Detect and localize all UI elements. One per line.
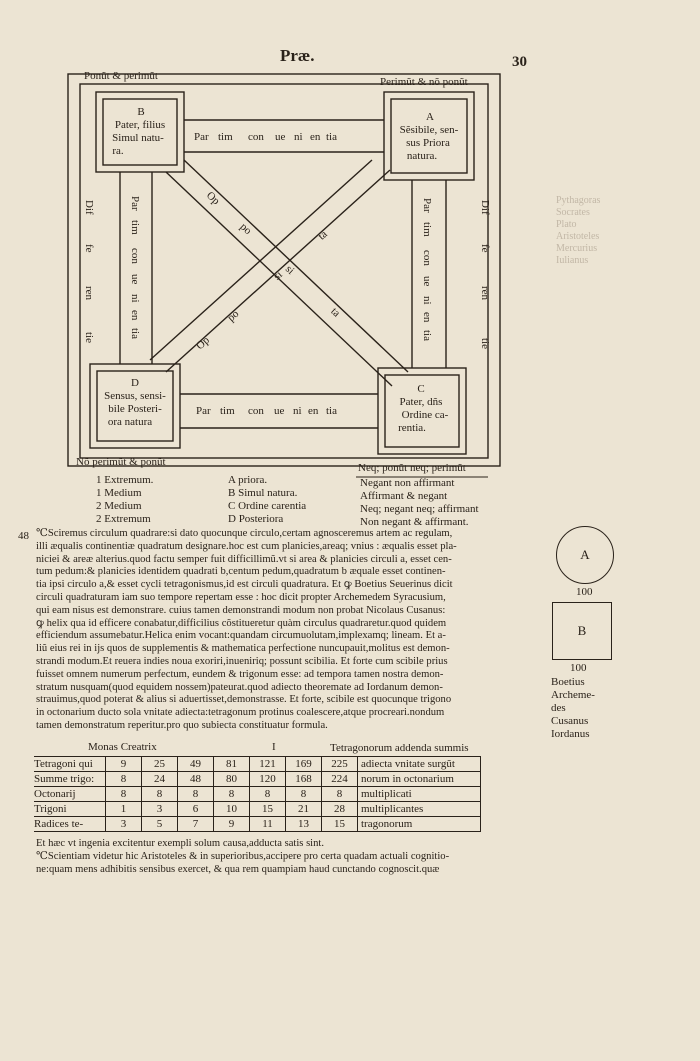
relation-diagonal-syllable: si xyxy=(282,263,297,277)
box-a-line: natura. xyxy=(406,150,438,162)
paragraph-line: in octonarium ducto sola vnitate adiecta:tetragonum protinus coalescere,atque procreari.nondum xyxy=(36,707,445,719)
paragraph-line: qui eam nisus est demonstrare. cuius tamen demonstrandi modum non probat Nicolaus Cusanus: xyxy=(36,604,446,616)
margin-name: des xyxy=(551,702,566,714)
diagram-key-col1 xyxy=(96,474,153,526)
relation-top-syllable: ue xyxy=(275,131,286,143)
row-label: Trigoni xyxy=(34,802,106,817)
diagram-key-col2 xyxy=(228,474,306,526)
box-d-line: ora natura xyxy=(107,416,153,428)
relation-left-outer-syllable: ren xyxy=(83,286,95,301)
table-row xyxy=(34,772,481,787)
relation-left-outer-syllable: tie xyxy=(83,332,95,343)
running-head: Præ. xyxy=(280,46,315,65)
label-bottom-right: Neq; ponũt neq; perimũt xyxy=(358,462,466,474)
paragraph-line: ꝙ helix qua id efficere conabatur,difficilius cõstitueretur quàm circulus quadraretur.quod quidem xyxy=(36,617,447,629)
key-line: C Ordine carentia xyxy=(228,500,307,512)
relation-right-outer-syllable: fe xyxy=(479,244,491,253)
box-d-letter: D xyxy=(131,377,139,389)
relation-bottom-syllable: tim xyxy=(220,405,235,417)
relation-left-syllable: Par xyxy=(129,196,141,211)
table-row xyxy=(34,787,481,802)
table-caption-right: Tetragonorum addenda summis xyxy=(330,742,469,754)
box-b-line: Simul natu- xyxy=(112,132,164,144)
table-cell: 8 xyxy=(250,787,286,802)
table-cell: 168 xyxy=(286,772,322,787)
table-cell: 10 xyxy=(214,802,250,817)
table-cell: 8 xyxy=(178,787,214,802)
margin-name: Cusanus xyxy=(551,715,589,727)
row-label: Radices te- xyxy=(34,817,106,832)
table-cell: 48 xyxy=(178,772,214,787)
key-line: 1 Extremum. xyxy=(96,474,154,486)
relation-top-syllable: tim xyxy=(218,131,233,143)
row-label: Octonarij xyxy=(34,787,106,802)
paragraph-line: tamen demonstratum reperitur.pro quo subiecta constituatur formula. xyxy=(36,719,328,731)
main-paragraph xyxy=(36,528,457,733)
square-b-value: 100 xyxy=(570,662,587,674)
table-cell: 80 xyxy=(214,772,250,787)
relation-top-syllable: Par xyxy=(194,131,209,143)
paragraph-line: efficiendum assumebatur.Helica enim vocant:quandam circumuolutam,implexamq; lineam. Et a- xyxy=(36,630,446,642)
paragraph-line: stratum nusquam(quod equidem nossem)pateurat.quod adiecto theoremate ad Iordanum demon- xyxy=(36,681,443,693)
relation-left-syllable: con xyxy=(129,248,141,264)
table-cell: 7 xyxy=(178,817,214,832)
label-top-left: Ponũt & perimũt xyxy=(84,70,158,82)
bleed-line: Iulianus xyxy=(556,255,589,266)
table-caption-left: Monas Creatrix xyxy=(88,741,157,753)
margin-name: Boetius xyxy=(551,676,585,688)
box-a-frame xyxy=(384,92,474,180)
row-label: Tetragoni qui xyxy=(34,757,106,772)
key-line: B Simul natura. xyxy=(228,487,298,499)
box-a-line: sus Priora xyxy=(406,137,450,149)
relation-left-syllable: en xyxy=(129,310,141,321)
paragraph-line: fuisset omnem numerum perfectum, eundem & trigonum esse: ad tempora tamen nostra demon- xyxy=(36,668,444,680)
box-b-letter: B xyxy=(137,106,145,118)
table-cell: 8 xyxy=(322,787,358,802)
relation-left-outer-syllable: Dif xyxy=(83,200,95,215)
paragraph-line: strauimus,quod poterat & alius si aduertisset,demonstrasse. Et forte, scibile est quocunque trigono xyxy=(36,694,452,706)
key-line: D Posteriora xyxy=(228,513,284,525)
relation-right-syllable: tim xyxy=(421,222,433,237)
table-row xyxy=(34,802,481,817)
table-cell: 225 xyxy=(322,757,358,772)
table-cell: 28 xyxy=(322,802,358,817)
row-label: Summe trigo: xyxy=(34,772,106,787)
paragraph-line: circuli quadraturam iam suo tempore repertam esse : hoc dicit propter Archemedem Syracusium, xyxy=(36,591,446,603)
key-line: Affirmant & negant xyxy=(360,490,448,502)
relation-bottom-syllable: en xyxy=(308,405,319,417)
relation-diagonal-syllable: Op xyxy=(193,334,213,353)
table-cell: 224 xyxy=(322,772,358,787)
table-cell: 8 xyxy=(286,787,322,802)
relation-top-syllable: tia xyxy=(326,131,337,143)
label-top-right: Perimũt & nõ ponũt xyxy=(380,76,468,88)
square-b-figure xyxy=(552,602,612,660)
circle-a-label: A xyxy=(580,547,590,562)
table-cell: 81 xyxy=(214,757,250,772)
row-note: multiplicantes xyxy=(358,802,481,817)
paragraph-line: liũ eius rei in ijs quos de supplementis & mathematica perfectione nuncupauit,molitus est demon- xyxy=(36,643,450,655)
bleed-line: Pythagoras xyxy=(556,195,601,206)
margin-name: Archeme- xyxy=(551,689,595,701)
bleed-line: Plato xyxy=(556,219,577,230)
relation-left-syllable: tia xyxy=(129,328,141,339)
relation-left-outer-syllable: fe xyxy=(83,244,95,253)
relation-diagonal-syllable: po xyxy=(237,220,254,238)
key-line: 2 Extremum xyxy=(96,513,151,525)
relation-left-syllable: ni xyxy=(129,294,141,303)
relation-bottom-syllable: tia xyxy=(326,405,337,417)
table-row xyxy=(34,757,481,772)
key-line: Non negant & affirmant. xyxy=(360,516,469,528)
key-line: A priora. xyxy=(228,474,268,486)
relation-top-syllable: ni xyxy=(294,131,303,143)
table-cell: 15 xyxy=(322,817,358,832)
relation-right-syllable: Par xyxy=(421,198,433,213)
margin-name: Iordanus xyxy=(551,728,590,740)
box-a-letter: A xyxy=(426,111,434,123)
box-b-line: ra. xyxy=(112,145,124,157)
box-d-line: bile Posteri- xyxy=(108,403,162,415)
square-b-label: B xyxy=(577,623,587,638)
table-cell: 8 xyxy=(106,772,142,787)
table-cell: 8 xyxy=(214,787,250,802)
circle-a-figure xyxy=(556,526,614,584)
table-cell: 15 xyxy=(250,802,286,817)
table-cell: 25 xyxy=(142,757,178,772)
relation-left-syllable: tim xyxy=(129,220,141,235)
row-note: tragonorum xyxy=(358,817,481,832)
key-line: Negant non affirmant xyxy=(360,477,455,489)
relation-top-syllable: con xyxy=(248,131,264,143)
relation-bottom-syllable: ue xyxy=(274,405,285,417)
relation-right-syllable: tia xyxy=(421,330,433,341)
table-cell: 6 xyxy=(178,802,214,817)
key-line: Neq; negant neq; affirmant xyxy=(360,503,479,515)
closing-line: Et hæc vt ingenia excitentur exempli solum causa,adducta satis sint. xyxy=(36,838,325,849)
table-cell: 8 xyxy=(106,787,142,802)
relation-bottom-syllable: ni xyxy=(293,405,302,417)
paragraph-line: illi æqualis continentiæ quadratum designare.hoc est cum planicies,areaq; vnius : æqualis esset pla- xyxy=(36,540,457,552)
bleed-line: Mercurius xyxy=(556,243,598,254)
relation-diagonal-syllable: Op xyxy=(203,189,222,208)
table-cell: 3 xyxy=(142,802,178,817)
margin-number: 48 xyxy=(18,530,29,542)
relation-right-syllable: ni xyxy=(421,296,433,305)
table-row xyxy=(34,817,481,832)
bleed-line: Socrates xyxy=(556,207,590,218)
relation-bottom-syllable: con xyxy=(248,405,264,417)
box-d-line: Sensus, sensi- xyxy=(104,390,166,402)
table-cell: 11 xyxy=(250,817,286,832)
relation-right-outer-syllable: Dif xyxy=(479,200,491,215)
table-cell: 24 xyxy=(142,772,178,787)
margin-names xyxy=(551,676,595,741)
relation-right-syllable: ue xyxy=(421,276,433,287)
table-caption-mid: I xyxy=(272,741,276,753)
closing-line: ne:quam mens adhibitis sensibus exercet, & qua rem quampiam haud cunctando cognoscit.quæ xyxy=(36,863,440,875)
table-cell: 9 xyxy=(214,817,250,832)
key-line: 1 Medium xyxy=(96,487,142,499)
relation-right-syllable: en xyxy=(421,312,433,323)
box-c-line: Pater, dñs xyxy=(399,396,443,408)
relation-right-syllable: con xyxy=(421,250,433,266)
closing-line: ℃Scientiam videtur hic Aristoteles & in superioribus,accipere pro certa quadam actuali cognitio- xyxy=(36,850,450,862)
table-cell: 5 xyxy=(142,817,178,832)
tetragon-table xyxy=(34,756,481,832)
table-cell: 8 xyxy=(142,787,178,802)
row-note: norum in octonarium xyxy=(358,772,481,787)
table-cell: 13 xyxy=(286,817,322,832)
folio-number: 30 xyxy=(512,54,527,70)
table-cell: 3 xyxy=(106,817,142,832)
relation-diagonal-syllable: si xyxy=(271,268,285,283)
relation-bottom-syllable: Par xyxy=(196,405,211,417)
table-cell: 169 xyxy=(286,757,322,772)
box-b-line: Pater, filius xyxy=(114,119,166,131)
label-bottom-left: Nõ perimũt & ponũt xyxy=(76,456,166,468)
box-c-line: Ordine ca- xyxy=(401,409,449,421)
bleed-line: Aristoteles xyxy=(556,231,600,242)
key-line: 2 Medium xyxy=(96,500,142,512)
table-cell: 9 xyxy=(106,757,142,772)
paragraph-line: tia ipsi circulo a,& esset cycli tetragonismus,id est circuli quadratura. Et ꝙ Boetius Seuerinus dicit xyxy=(36,579,453,591)
circle-a-value: 100 xyxy=(576,586,593,598)
box-c-line: rentia. xyxy=(398,422,426,434)
box-c-letter: C xyxy=(417,383,425,395)
table-cell: 1 xyxy=(106,802,142,817)
relation-right-outer-syllable: tie xyxy=(479,338,491,349)
paragraph-line: niciei & areæ alterius.quod factu semper fuit difficillimũ.vt si area & planicies circuli a, esset cen- xyxy=(36,553,452,565)
relation-diagonal-syllable: po xyxy=(225,307,242,325)
table-cell: 121 xyxy=(250,757,286,772)
box-a-line: Sẽsibile, sen- xyxy=(399,124,459,136)
paragraph-line: ℃Sciremus circulum quadrare:si dato quocunque circulo,certam agnosceremus artem ac regulam, xyxy=(36,528,453,539)
relation-left-syllable: ue xyxy=(129,274,141,285)
table-cell: 120 xyxy=(250,772,286,787)
paragraph-line: tum pedum:& planicies identidem quadrati b,centum pedum,quadratum b æquale esset continen- xyxy=(36,566,446,578)
closing-text xyxy=(36,838,449,876)
relation-top-syllable: en xyxy=(310,131,321,143)
table-cell: 49 xyxy=(178,757,214,772)
diagram-key-col3 xyxy=(360,477,479,529)
relation-diagonal-syllable: ta xyxy=(328,305,343,320)
table-cell: 21 xyxy=(286,802,322,817)
relation-diagonal-syllable: ta xyxy=(315,228,330,243)
paragraph-line: strandi modum.Et reuera indies noua exoriri,inueniriq; possunt scibilia. Et forte cum scibile prius xyxy=(36,655,448,667)
row-note: adiecta vnitate surgũt xyxy=(358,757,481,772)
relation-right-outer-syllable: ren xyxy=(479,286,491,301)
row-note: multiplicati xyxy=(358,787,481,802)
